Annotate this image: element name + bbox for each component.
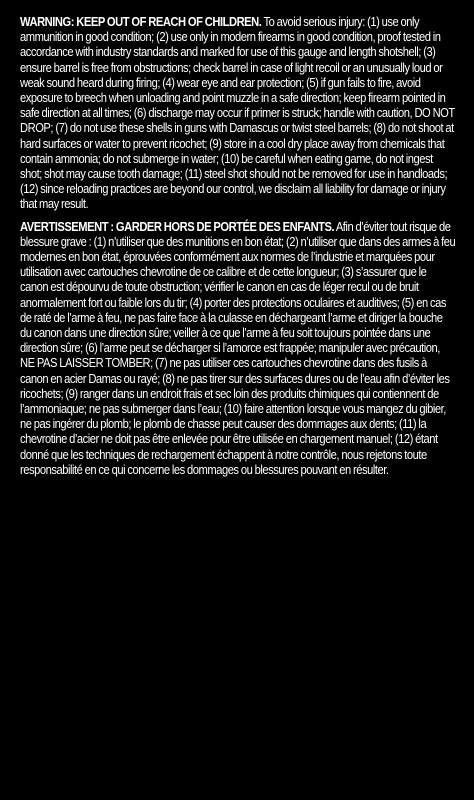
warning-body-french-part1: Afin d’éviter tout risque de blessure grave : (1) n’utiliser que des munitions en bon état; (2) n’utiliser que dans des armes à feu modernes en bon état, éprouvées conformément aux normes de l’industrie et marquées pour utilisation avec cartouches chevrotine de ce calibre et de cette longueur; (3) s’assurer que le canon est dépourvu de toute obstruction; vérifier le canon en cas de léger recul ou de bruit anormalement fort ou faible lors du tir; (4) porter des protections oculaires et auditives; (5) en cas de raté de l’arme à feu, ne pas faire face à la culasse en déchargeant l’arme et diriger la bouche du canon dans une direction sûre; veiller à ce que l’arme à feu soit toujours pointée dans une direction sûre; (6) l’arme peut se décharger si l’amorce est frappée; manipuler avec précaution, [20,218,456,356]
warning-heading-french: AVERTISSEMENT : GARDER HORS DE PORTÉE DES ENFANTS. [20,218,335,234]
warning-heading-english: WARNING: KEEP OUT OF REACH OF CHILDREN. [20,14,262,29]
warning-paragraph-english [20,14,456,212]
warning-label [20,14,456,484]
warning-caps-english: DO NOT DROP [20,105,455,136]
warning-paragraph-french [20,219,456,477]
warning-body-english-part1: To avoid serious injury: (1) use only ammunition in good condition; (2) use only in modern firearms in good condition, proof tested in accordance with industry standards and marked for use of this gauge and length shotshell; (3) ensure barrel is free from obstructions; check barrel in case of light recoil or an unusually loud or weak sound heard during firing; (4) wear eye and ear protection; (5) if gun fails to fire, avoid exposure to breech when unloading and point muzzle in a safe direction; keep firearm pointed in safe direction at all times; (6) discharge may occur if primer is struck; handle with caution, [20,14,446,121]
warning-body-french-part2: ; (7) ne pas utiliser ces cartouches chevrotine dans des fusils à canon en acier Damas ou rayé; (8) ne pas tirer sur des surfaces dures ou de l’eau afin d’éviter les ricochets; (9) ranger dans un endroit frais et sec loin des produits chimiques qui contiennent de l’ammoniaque; ne pas submerger dans l’eau; (10) faire attention lorsque vous mangez du gibier, ne pas ingérer du plomb; le plomb de chasse peut causer des dommages aux dents; (11) la chevrotine d’acier ne doit pas être enlevée pour être utilisée en chargement manuel; (12) étant donné que les techniques de rechargement échappent à notre contrôle, nous rejetons toute responsabilité en ce qui concerne les dommages ou blessures pouvant en résulter. [20,355,450,477]
warning-caps-french: NE PAS LAISSER TOMBER [20,355,151,371]
warning-body-english-part2: ; (7) do not use these shells in guns with Damascus or twist steel barrels; (8) do not shoot at hard surfaces or water to prevent ricochet; (9) store in a cool dry place away from chemicals that contain ammonia; do not submerge in water; (10) be careful when eating game, do not ingest shot; shot may cause tooth damage; (11) steel shot should not be removed for use in handloads; (12) since reloading practices are beyond our control, we disclaim all liability for damage or injury that may result. [20,120,454,212]
